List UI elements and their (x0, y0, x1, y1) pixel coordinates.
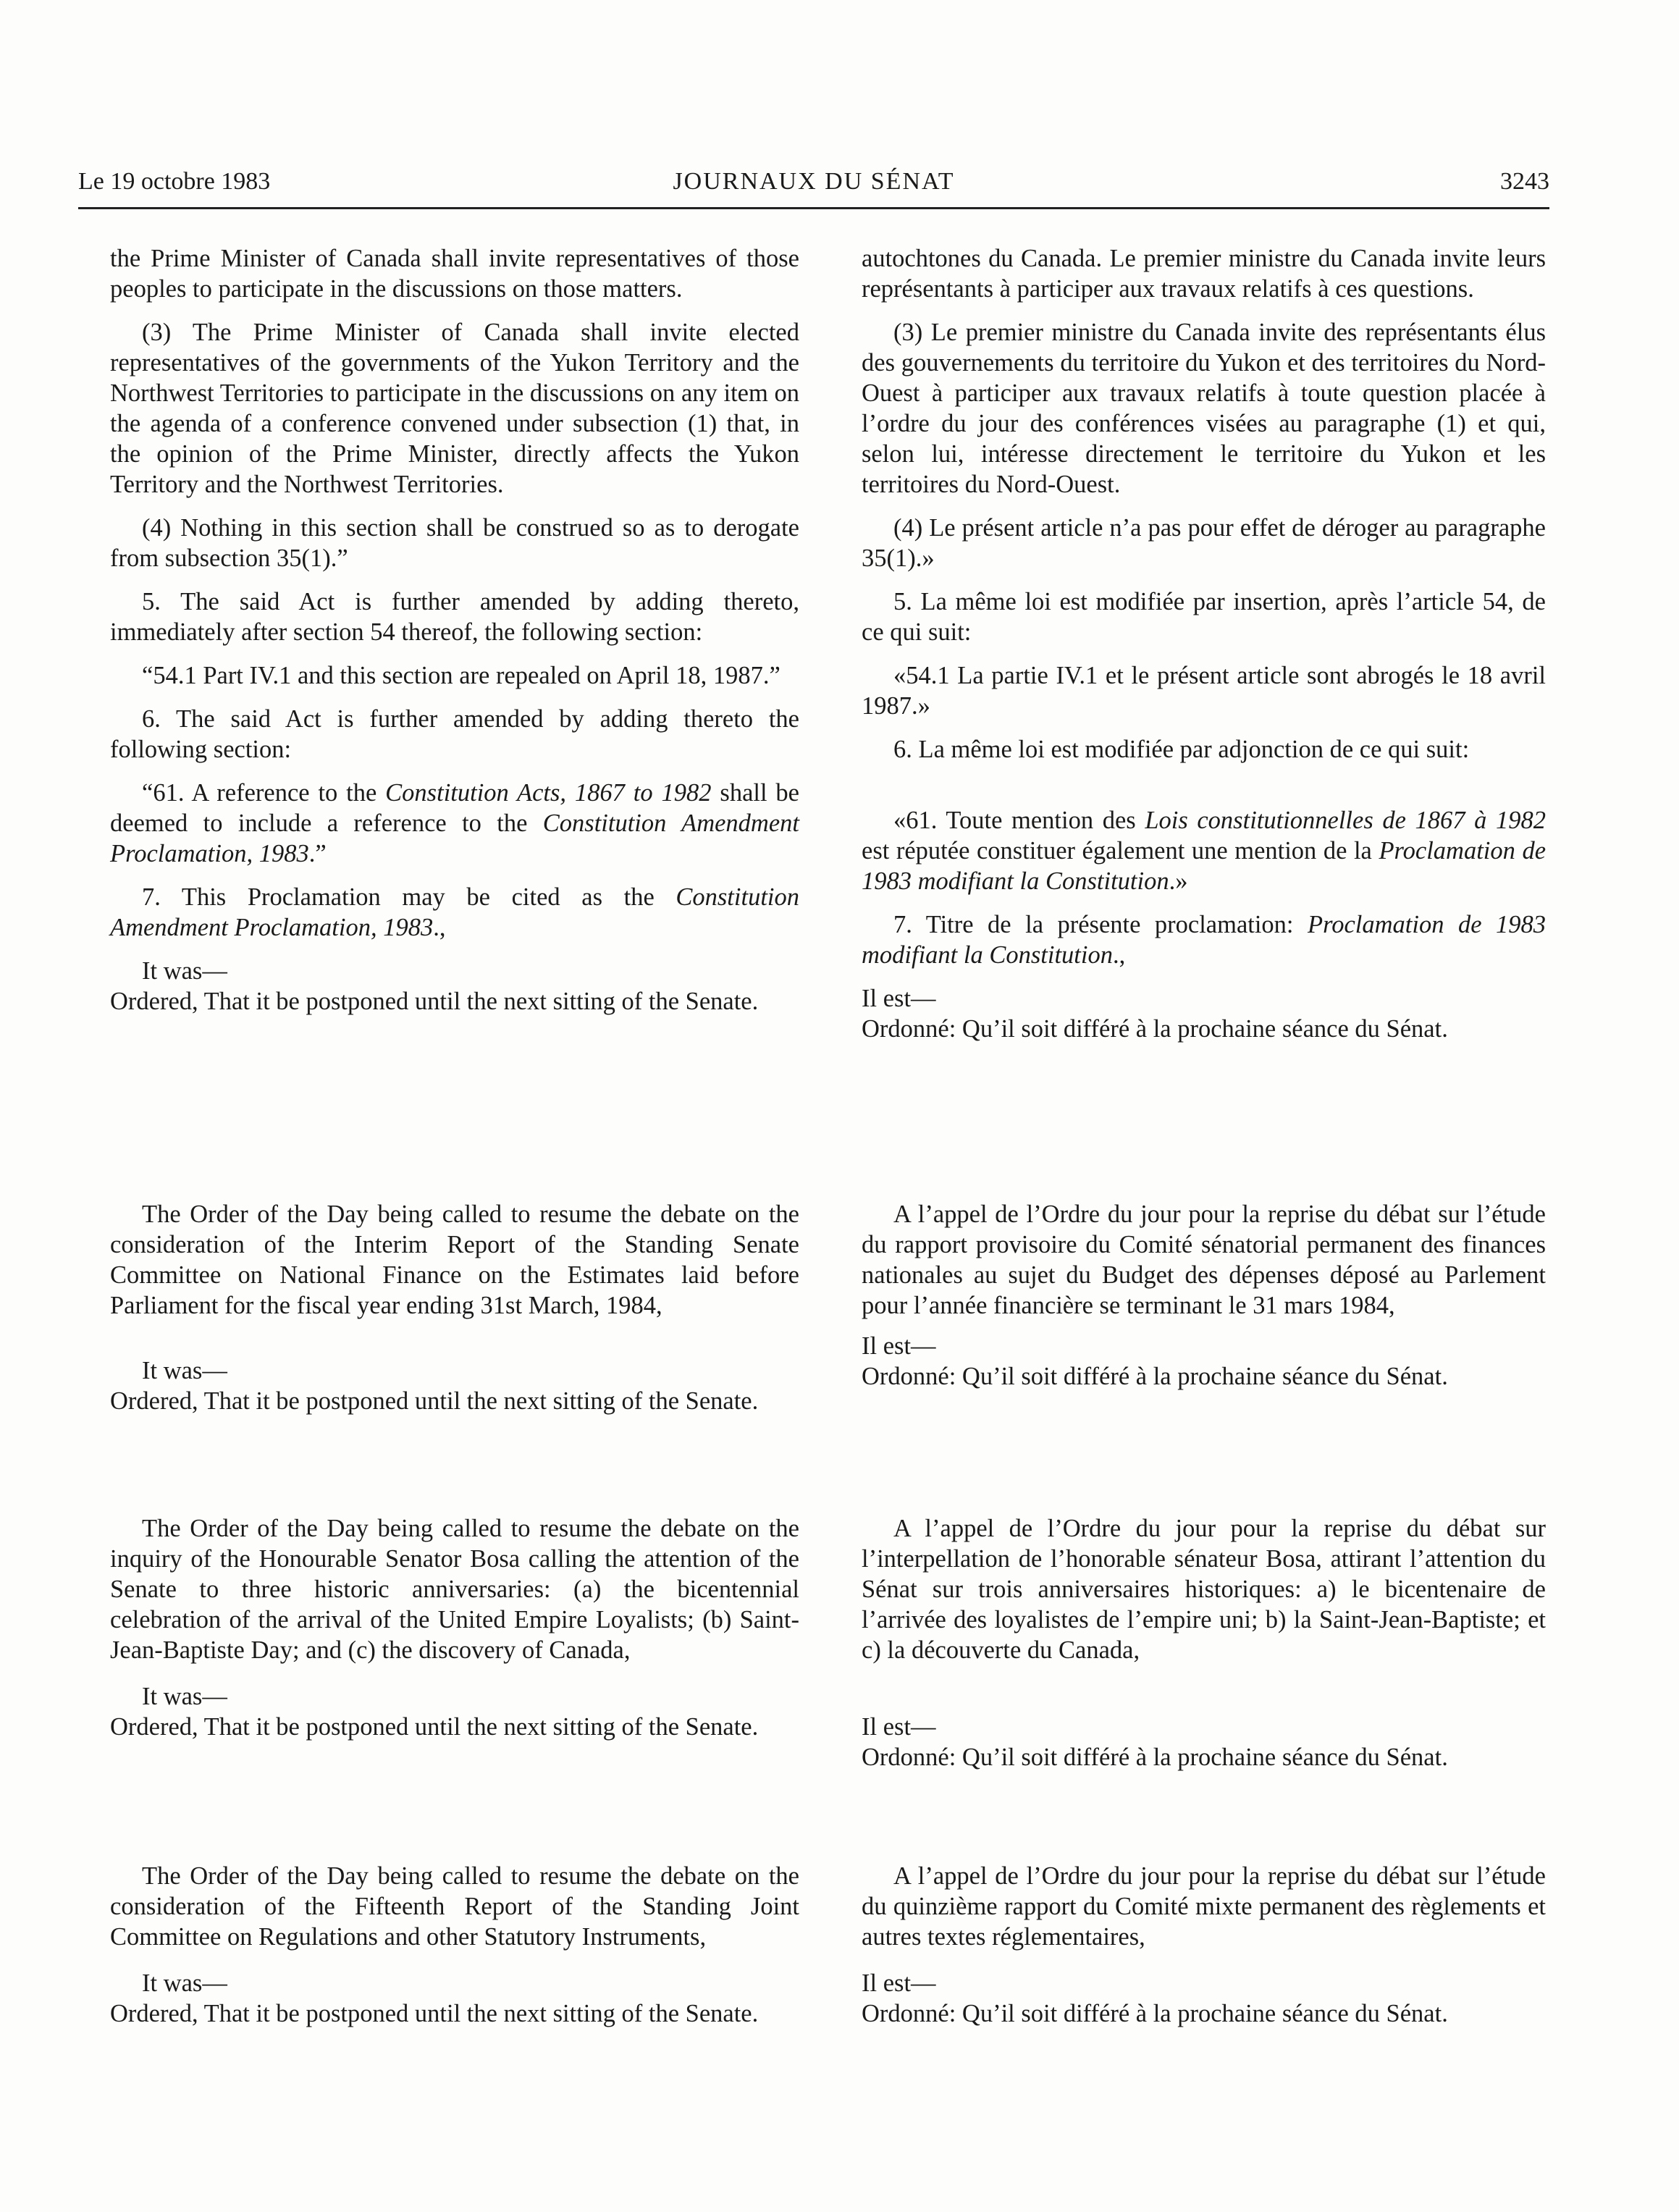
en-section-2 (110, 1199, 799, 1416)
page-header (78, 168, 1549, 204)
en-ordered: Ordered, That it be postponed until the next sitting of the Senate. (110, 1387, 759, 1415)
en-it-was: It was— (142, 1969, 227, 1997)
en-paragraph: “54.1 Part IV.1 and this section are repealed on April 18, 1987.” (142, 662, 780, 689)
en-ordered: Ordered, That it be postponed until the next sitting of the Senate. (110, 1713, 759, 1741)
en-paragraph: “61. A reference to the Constitution Acts, 1867 to 1982 shall be deemed to include a reference to the Constitution Amendment Proclamation, 1983.” (110, 779, 799, 867)
fr-il-est: Il est— (862, 1332, 936, 1360)
fr-paragraph: (4) Le présent article n’a pas pour effet de déroger au paragraphe 35(1).» (862, 514, 1546, 572)
en-paragraph: (3) The Prime Minister of Canada shall invite elected representatives of the governments of the Yukon Territory and the Northwest Territories to participate in the discussions on any item on the agenda of a conference convened under subsection (1) that, in the opinion of the Prime Minister, directly affects the Yukon Territory and the Northwest Territories. (110, 319, 799, 498)
en-paragraph: The Order of the Day being called to resume the debate on the consideration of the Interim Report of the Standing Senate Committee on National Finance on the Estimates laid before Parliament for the fiscal year ending 31st March, 1984, (110, 1200, 799, 1319)
fr-ordonne: Ordonné: Qu’il soit différé à la prochaine séance du Sénat. (862, 2000, 1448, 2027)
fr-paragraph: A l’appel de l’Ordre du jour pour la reprise du débat sur l’interpellation de l’honorable sénateur Bosa, attirant l’attention du Sénat sur trois anniversaires historiques: a) le bicentenaire de l’arrivée des loyalistes de l’empire uni; b) la Saint-Jean-Baptiste; et c) la découverte du Canada, (862, 1515, 1546, 1664)
fr-paragraph: «61. Toute mention des Lois constitutionnelles de 1867 à 1982 est réputée constituer également une mention de la Proclamation de 1983 modifiant la Constitution.» (862, 807, 1547, 895)
fr-paragraph: «54.1 La partie IV.1 et le présent article sont abrogés le 18 avril 1987.» (862, 662, 1546, 720)
en-paragraph: 7. This Proclamation may be cited as the Constitution Amendment Proclamation, 1983., (110, 883, 799, 941)
en-paragraph: The Order of the Day being called to resume the debate on the inquiry of the Honourable Senator Bosa calling the attention of the Senate to three historic anniversaries: (a) the bicentennial celebration of the arrival of the United Empire Loyalists; (b) Saint-Jean-Baptiste Day; and (c) the discovery of Canada, (110, 1515, 799, 1664)
en-it-was: It was— (142, 1357, 227, 1384)
fr-paragraph: 5. La même loi est modifiée par insertion, après l’article 54, de ce qui suit: (862, 588, 1546, 646)
en-paragraph: 6. The said Act is further amended by adding thereto the following section: (110, 705, 799, 763)
en-it-was: It was— (142, 1683, 227, 1710)
fr-section-1 (862, 243, 1546, 1044)
en-paragraph: The Order of the Day being called to resume the debate on the consideration of the Fifteenth Report of the Standing Joint Committee on Regulations and other Statutory Instruments, (110, 1862, 799, 1951)
fr-ordonne: Ordonné: Qu’il soit différé à la prochaine séance du Sénat. (862, 1363, 1448, 1390)
fr-paragraph: autochtones du Canada. Le premier ministre du Canada invite leurs représentants à participer aux travaux relatifs à ces questions. (862, 245, 1546, 303)
fr-paragraph: (3) Le premier ministre du Canada invite des représentants élus des gouvernements du territoire du Yukon et des territoires du Nord-Ouest à participer aux travaux relatifs à toute question placée à l’ordre du jour des conférences visées au paragraphe (1) et qui, selon lui, intéresse directement le territoire du Yukon et les territoires du Nord-Ouest. (862, 319, 1546, 498)
fr-paragraph: A l’appel de l’Ordre du jour pour la reprise du débat sur l’étude du quinzième rapport du Comité mixte permanent des règlements et autres textes réglementaires, (862, 1862, 1546, 1951)
fr-ordonne: Ordonné: Qu’il soit différé à la prochaine séance du Sénat. (862, 1015, 1448, 1043)
fr-paragraph: A l’appel de l’Ordre du jour pour la reprise du débat sur l’étude du rapport provisoire du Comité sénatorial permanent des finances nationales au sujet du Budget des dépenses déposé au Parlement pour l’année financière se terminant le 31 mars 1984, (862, 1200, 1546, 1319)
fr-ordonne: Ordonné: Qu’il soit différé à la prochaine séance du Sénat. (862, 1744, 1448, 1771)
fr-paragraph: 6. La même loi est modifiée par adjonction de ce qui suit: (893, 736, 1470, 763)
page-number: 3243 (1500, 168, 1549, 195)
header-title: JOURNAUX DU SÉNAT (673, 168, 955, 195)
en-ordered: Ordered, That it be postponed until the next sitting of the Senate. (110, 2000, 759, 2027)
en-ordered: Ordered, That it be postponed until the next sitting of the Senate. (110, 988, 759, 1015)
header-rule (78, 207, 1549, 209)
fr-il-est: Il est— (862, 1969, 936, 1997)
fr-section-4 (862, 1861, 1546, 2029)
en-paragraph: (4) Nothing in this section shall be construed so as to derogate from subsection 35(1).” (110, 514, 799, 572)
en-section-3 (110, 1513, 799, 1742)
en-section-4 (110, 1861, 799, 2029)
fr-section-3 (862, 1513, 1546, 1772)
en-paragraph: the Prime Minister of Canada shall invite representatives of those peoples to participate in the discussions on those matters. (110, 245, 799, 303)
en-it-was: It was— (142, 957, 227, 985)
en-paragraph: 5. The said Act is further amended by adding thereto, immediately after section 54 thereof, the following section: (110, 588, 799, 646)
fr-il-est: Il est— (862, 1713, 936, 1741)
fr-paragraph: 7. Titre de la présente proclamation: Proclamation de 1983 modifiant la Constitution., (862, 911, 1547, 969)
header-date: Le 19 octobre 1983 (78, 168, 271, 195)
fr-section-2 (862, 1199, 1546, 1392)
fr-il-est: Il est— (862, 985, 936, 1012)
en-section-1 (110, 243, 799, 1017)
